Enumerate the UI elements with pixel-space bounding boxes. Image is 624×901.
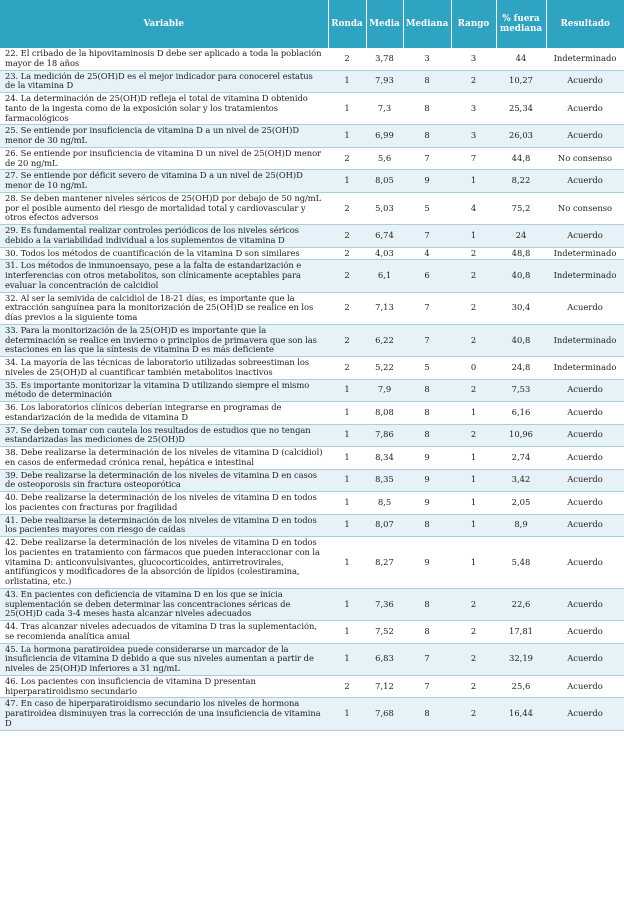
cell-ronda: 1 xyxy=(328,469,366,492)
header-ronda: Ronda xyxy=(328,0,366,48)
cell-ronda: 1 xyxy=(328,698,366,730)
cell-media: 7,52 xyxy=(366,621,403,644)
cell-media: 7,12 xyxy=(366,675,403,698)
cell-ronda: 1 xyxy=(328,70,366,93)
cell-mediana: 8 xyxy=(403,514,451,537)
cell-mediana: 7 xyxy=(403,147,451,170)
cell-fuera-mediana: 24,8 xyxy=(496,357,546,380)
header-variable: Variable xyxy=(0,0,328,48)
table-row xyxy=(0,621,624,644)
cell-variable: 36. Los laboratorios clínicos deberían integrarse en programas de estandarización de la medida de vitamina D xyxy=(0,402,328,425)
cell-media: 7,68 xyxy=(366,698,403,730)
cell-ronda: 2 xyxy=(328,292,366,324)
cell-variable: 41. Debe realizarse la determinación de los niveles de vitamina D en todos los pacientes mayores con riesgo de caídas xyxy=(0,514,328,537)
cell-variable: 42. Debe realizarse la determinación de los niveles de vitamina D en todos los pacientes en tratamiento con fármacos que pueden interaccionar con la vitamina D: anticonvulsivantes, glucocorticoides, antirretrovirales, antifúngicos y modificadores de la absorción de lípidos (colestiramina, orlistatina, etc.) xyxy=(0,537,328,589)
cell-variable: 45. La hormona paratiroidea puede considerarse un marcador de la insuficiencia de vitamina D debido a que sus niveles aumentan a partir de niveles de 25(OH)D inferiores a 31 ng/mL xyxy=(0,643,328,675)
table-row xyxy=(0,70,624,93)
cell-media: 6,83 xyxy=(366,643,403,675)
cell-resultado: Acuerdo xyxy=(546,492,624,515)
cell-mediana: 7 xyxy=(403,324,451,356)
cell-media: 8,05 xyxy=(366,170,403,193)
cell-rango: 2 xyxy=(451,588,496,620)
cell-mediana: 8 xyxy=(403,402,451,425)
cell-rango: 1 xyxy=(451,170,496,193)
cell-rango: 2 xyxy=(451,621,496,644)
cell-mediana: 8 xyxy=(403,125,451,148)
cell-rango: 2 xyxy=(451,247,496,260)
table-row xyxy=(0,260,624,292)
cell-fuera-mediana: 40,8 xyxy=(496,324,546,356)
table-row xyxy=(0,125,624,148)
cell-ronda: 1 xyxy=(328,621,366,644)
cell-media: 6,1 xyxy=(366,260,403,292)
cell-rango: 1 xyxy=(451,447,496,470)
cell-rango: 0 xyxy=(451,357,496,380)
cell-media: 8,27 xyxy=(366,537,403,589)
table-row xyxy=(0,48,624,70)
cell-fuera-mediana: 25,6 xyxy=(496,675,546,698)
cell-resultado: Acuerdo xyxy=(546,698,624,730)
cell-ronda: 1 xyxy=(328,379,366,402)
cell-media: 3,78 xyxy=(366,48,403,70)
cell-mediana: 9 xyxy=(403,537,451,589)
cell-variable: 37. Se deben tomar con cautela los resultados de estudios que no tengan estandarizadas las mediciones de 25(OH)D xyxy=(0,424,328,447)
cell-ronda: 1 xyxy=(328,402,366,425)
cell-mediana: 4 xyxy=(403,247,451,260)
cell-variable: 46. Los pacientes con insuficiencia de vitamina D presentan hiperparatiroidismo secundario xyxy=(0,675,328,698)
cell-ronda: 1 xyxy=(328,492,366,515)
cell-rango: 2 xyxy=(451,292,496,324)
cell-variable: 38. Debe realizarse la determinación de los niveles de vitamina D (calcidiol) en casos de enfermedad crónica renal, hepática e intestinal xyxy=(0,447,328,470)
cell-mediana: 9 xyxy=(403,469,451,492)
table-row xyxy=(0,225,624,248)
cell-variable: 23. La medición de 25(OH)D es el mejor indicador para conocerel estatus de la vitamina D xyxy=(0,70,328,93)
cell-variable: 35. Es importante monitorizar la vitamina D utilizando siempre el mismo método de determinación xyxy=(0,379,328,402)
cell-ronda: 1 xyxy=(328,170,366,193)
cell-media: 4,03 xyxy=(366,247,403,260)
cell-fuera-mediana: 44 xyxy=(496,48,546,70)
cell-mediana: 9 xyxy=(403,170,451,193)
cell-ronda: 1 xyxy=(328,514,366,537)
cell-mediana: 8 xyxy=(403,588,451,620)
cell-resultado: Acuerdo xyxy=(546,125,624,148)
cell-resultado: Indeterminado xyxy=(546,357,624,380)
table-row xyxy=(0,447,624,470)
cell-mediana: 8 xyxy=(403,698,451,730)
cell-mediana: 8 xyxy=(403,424,451,447)
cell-mediana: 9 xyxy=(403,447,451,470)
cell-resultado: Acuerdo xyxy=(546,537,624,589)
table-row xyxy=(0,424,624,447)
cell-variable: 30. Todos los métodos de cuantificación de la vitamina D son similares xyxy=(0,247,328,260)
cell-rango: 4 xyxy=(451,192,496,224)
cell-resultado: Acuerdo xyxy=(546,469,624,492)
cell-media: 6,22 xyxy=(366,324,403,356)
cell-variable: 25. Se entiende por insuficiencia de vitamina D a un nivel de 25(OH)D menor de 30 ng/mL xyxy=(0,125,328,148)
cell-rango: 2 xyxy=(451,324,496,356)
cell-fuera-mediana: 40,8 xyxy=(496,260,546,292)
cell-mediana: 8 xyxy=(403,621,451,644)
cell-resultado: Indeterminado xyxy=(546,247,624,260)
cell-media: 5,6 xyxy=(366,147,403,170)
cell-ronda: 1 xyxy=(328,424,366,447)
cell-ronda: 1 xyxy=(328,447,366,470)
cell-media: 7,93 xyxy=(366,70,403,93)
table-row xyxy=(0,93,624,125)
cell-ronda: 2 xyxy=(328,192,366,224)
cell-mediana: 8 xyxy=(403,379,451,402)
cell-ronda: 2 xyxy=(328,260,366,292)
cell-variable: 24. La determinación de 25(OH)D refleja el total de vitamina D obtenido tanto de la ingesta como de la exposición solar y los tratamientos farmacológicos xyxy=(0,93,328,125)
header-media: Media xyxy=(366,0,403,48)
cell-ronda: 1 xyxy=(328,93,366,125)
table-row xyxy=(0,588,624,620)
cell-variable: 28. Se deben mantener niveles séricos de 25(OH)D por debajo de 50 ng/mL por el posible aumento del riesgo de mortalidad total y cardiovascular y otros efectos adversos xyxy=(0,192,328,224)
cell-resultado: Indeterminado xyxy=(546,260,624,292)
cell-ronda: 2 xyxy=(328,324,366,356)
cell-resultado: Acuerdo xyxy=(546,643,624,675)
table-row xyxy=(0,643,624,675)
header-row xyxy=(0,0,624,48)
cell-media: 8,07 xyxy=(366,514,403,537)
cell-fuera-mediana: 5,48 xyxy=(496,537,546,589)
cell-media: 7,3 xyxy=(366,93,403,125)
cell-mediana: 7 xyxy=(403,675,451,698)
cell-mediana: 6 xyxy=(403,260,451,292)
cell-fuera-mediana: 2,74 xyxy=(496,447,546,470)
cell-variable: 43. En pacientes con deficiencia de vitamina D en los que se inicia suplementación se deben determinar las concentraciones séricas de 25(OH)D cada 3-4 meses hasta alcanzar niveles adecuados xyxy=(0,588,328,620)
cell-rango: 1 xyxy=(451,225,496,248)
cell-resultado: Acuerdo xyxy=(546,675,624,698)
cell-rango: 1 xyxy=(451,402,496,425)
cell-media: 6,99 xyxy=(366,125,403,148)
cell-media: 8,08 xyxy=(366,402,403,425)
cell-variable: 32. Al ser la semivida de calcidiol de 18-21 días, es importante que la extracción sanguínea para la monitorización de 25(OH)D se realice en los días previos a la siguiente toma xyxy=(0,292,328,324)
table-row xyxy=(0,698,624,730)
cell-rango: 2 xyxy=(451,379,496,402)
cell-fuera-mediana: 6,16 xyxy=(496,402,546,425)
cell-ronda: 2 xyxy=(328,247,366,260)
cell-ronda: 2 xyxy=(328,357,366,380)
cell-fuera-mediana: 3,42 xyxy=(496,469,546,492)
table-row xyxy=(0,469,624,492)
cell-resultado: Acuerdo xyxy=(546,424,624,447)
cell-mediana: 3 xyxy=(403,48,451,70)
cell-media: 8,35 xyxy=(366,469,403,492)
cell-rango: 2 xyxy=(451,698,496,730)
table-row xyxy=(0,247,624,260)
cell-rango: 2 xyxy=(451,675,496,698)
cell-mediana: 5 xyxy=(403,357,451,380)
cell-resultado: Acuerdo xyxy=(546,379,624,402)
cell-resultado: Acuerdo xyxy=(546,402,624,425)
cell-rango: 2 xyxy=(451,643,496,675)
cell-mediana: 5 xyxy=(403,192,451,224)
header-mediana: Mediana xyxy=(403,0,451,48)
cell-fuera-mediana: 10,96 xyxy=(496,424,546,447)
cell-fuera-mediana: 32,19 xyxy=(496,643,546,675)
cell-rango: 1 xyxy=(451,469,496,492)
cell-mediana: 7 xyxy=(403,225,451,248)
table-row xyxy=(0,379,624,402)
cell-resultado: Acuerdo xyxy=(546,70,624,93)
cell-variable: 44. Tras alcanzar niveles adecuados de vitamina D tras la suplementación, se recomienda analítica anual xyxy=(0,621,328,644)
cell-mediana: 7 xyxy=(403,643,451,675)
cell-fuera-mediana: 17,81 xyxy=(496,621,546,644)
cell-resultado: No consenso xyxy=(546,192,624,224)
table-row xyxy=(0,357,624,380)
cell-ronda: 1 xyxy=(328,588,366,620)
cell-fuera-mediana: 2,05 xyxy=(496,492,546,515)
cell-ronda: 1 xyxy=(328,125,366,148)
cell-media: 7,86 xyxy=(366,424,403,447)
cell-fuera-mediana: 24 xyxy=(496,225,546,248)
cell-rango: 1 xyxy=(451,514,496,537)
table-row xyxy=(0,514,624,537)
cell-variable: 39. Debe realizarse la determinación de los niveles de vitamina D en casos de osteoporosis sin fractura osteoporótica xyxy=(0,469,328,492)
cell-mediana: 8 xyxy=(403,70,451,93)
cell-rango: 7 xyxy=(451,147,496,170)
cell-media: 5,22 xyxy=(366,357,403,380)
cell-variable: 26. Se entiende por insuficiencia de vitamina D un nivel de 25(OH)D menor de 20 ng/mL xyxy=(0,147,328,170)
cell-fuera-mediana: 7,53 xyxy=(496,379,546,402)
cell-resultado: No consenso xyxy=(546,147,624,170)
cell-resultado: Acuerdo xyxy=(546,447,624,470)
cell-ronda: 2 xyxy=(328,147,366,170)
cell-fuera-mediana: 75,2 xyxy=(496,192,546,224)
cell-resultado: Acuerdo xyxy=(546,514,624,537)
table-row xyxy=(0,147,624,170)
cell-resultado: Acuerdo xyxy=(546,170,624,193)
cell-resultado: Acuerdo xyxy=(546,621,624,644)
cell-resultado: Acuerdo xyxy=(546,225,624,248)
header-resultado: Resultado xyxy=(546,0,624,48)
cell-resultado: Acuerdo xyxy=(546,588,624,620)
cell-resultado: Indeterminado xyxy=(546,324,624,356)
cell-fuera-mediana: 8,22 xyxy=(496,170,546,193)
cell-variable: 31. Los métodos de inmunoensayo, pese a la falta de estandarización e interferencias con otros metabolitos, son clínicamente aceptables para evaluar la concentración de calcidiol xyxy=(0,260,328,292)
cell-rango: 3 xyxy=(451,48,496,70)
cell-media: 5,03 xyxy=(366,192,403,224)
cell-resultado: Acuerdo xyxy=(546,93,624,125)
cell-ronda: 1 xyxy=(328,643,366,675)
cell-media: 7,36 xyxy=(366,588,403,620)
cell-fuera-mediana: 26,03 xyxy=(496,125,546,148)
cell-ronda: 2 xyxy=(328,675,366,698)
table-row xyxy=(0,324,624,356)
cell-rango: 3 xyxy=(451,93,496,125)
table-header xyxy=(0,0,624,48)
table-row xyxy=(0,292,624,324)
cell-ronda: 2 xyxy=(328,48,366,70)
cell-resultado: Indeterminado xyxy=(546,48,624,70)
table-body xyxy=(0,48,624,730)
cell-fuera-mediana: 22,6 xyxy=(496,588,546,620)
table-row xyxy=(0,537,624,589)
cell-variable: 47. En caso de hiperparatiroidismo secundario los niveles de hormona paratiroidea disminuyen tras la corrección de una insuficiencia de vitamina D xyxy=(0,698,328,730)
cell-fuera-mediana: 10,27 xyxy=(496,70,546,93)
cell-ronda: 2 xyxy=(328,225,366,248)
cell-media: 6,74 xyxy=(366,225,403,248)
cell-media: 7,13 xyxy=(366,292,403,324)
table-row xyxy=(0,170,624,193)
cell-mediana: 9 xyxy=(403,492,451,515)
cell-media: 8,34 xyxy=(366,447,403,470)
cell-mediana: 7 xyxy=(403,292,451,324)
cell-variable: 34. La mayoría de las técnicas de laboratorio utilizadas sobreestiman los niveles de 25(OH)D al cuantificar también metabolitos inactivos xyxy=(0,357,328,380)
table-row xyxy=(0,192,624,224)
cell-fuera-mediana: 25,34 xyxy=(496,93,546,125)
cell-rango: 1 xyxy=(451,537,496,589)
cell-fuera-mediana: 30,4 xyxy=(496,292,546,324)
cell-media: 8,5 xyxy=(366,492,403,515)
cell-fuera-mediana: 44,8 xyxy=(496,147,546,170)
cell-media: 7,9 xyxy=(366,379,403,402)
cell-variable: 40. Debe realizarse la determinación de los niveles de vitamina D en todos los pacientes con fracturas por fragilidad xyxy=(0,492,328,515)
cell-fuera-mediana: 16,44 xyxy=(496,698,546,730)
cell-fuera-mediana: 48,8 xyxy=(496,247,546,260)
header-fuera-mediana: % fuera mediana xyxy=(496,0,546,48)
cell-variable: 27. Se entiende por déficit severo de vitamina D a un nivel de 25(OH)D menor de 10 ng/mL xyxy=(0,170,328,193)
cell-rango: 2 xyxy=(451,424,496,447)
table-row xyxy=(0,492,624,515)
cell-mediana: 8 xyxy=(403,93,451,125)
cell-ronda: 1 xyxy=(328,537,366,589)
table-row xyxy=(0,402,624,425)
cell-rango: 2 xyxy=(451,260,496,292)
cell-resultado: Acuerdo xyxy=(546,292,624,324)
cell-rango: 3 xyxy=(451,125,496,148)
cell-variable: 33. Para la monitorización de la 25(OH)D es importante que la determinación se realice en invierno o principios de primavera que son las estaciones en las que la síntesis de vitamina D es más deficiente xyxy=(0,324,328,356)
cell-variable: 22. El cribado de la hipovitaminosis D debe ser aplicado a toda la población mayor de 18 años xyxy=(0,48,328,70)
cell-rango: 1 xyxy=(451,492,496,515)
table-row xyxy=(0,675,624,698)
cell-variable: 29. Es fundamental realizar controles periódicos de los niveles séricos debido a la variabilidad individual a los suplementos de vitamina D xyxy=(0,225,328,248)
header-rango: Rango xyxy=(451,0,496,48)
cell-fuera-mediana: 8,9 xyxy=(496,514,546,537)
cell-rango: 2 xyxy=(451,70,496,93)
